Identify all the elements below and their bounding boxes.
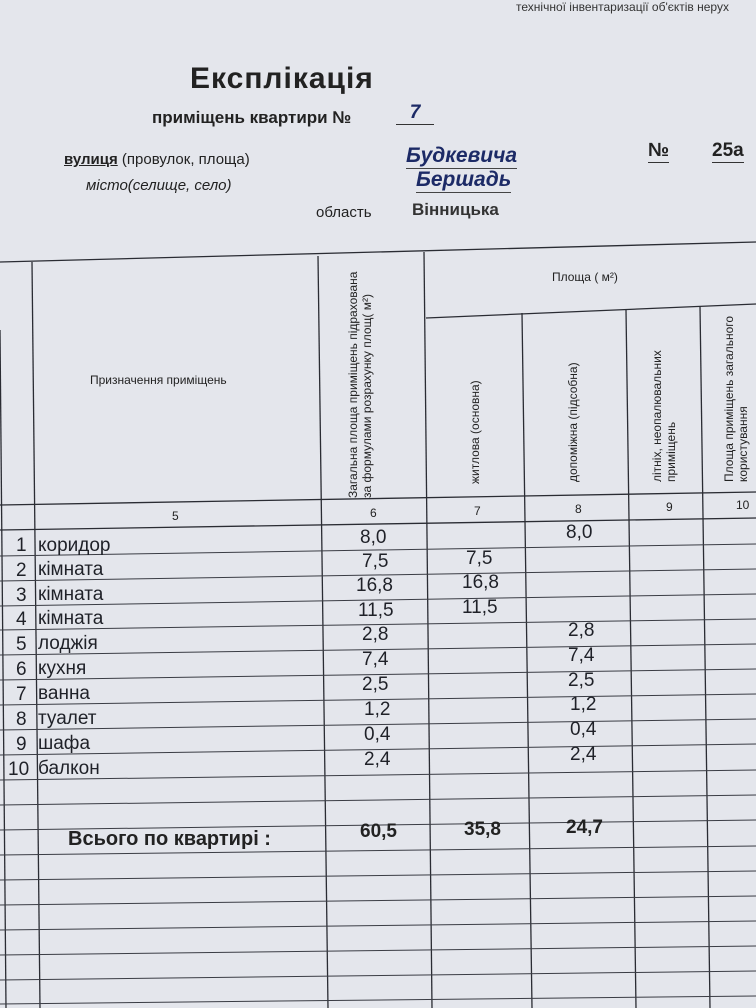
document-subtitle: приміщень квартири №: [152, 108, 352, 127]
col-common-header: Площа приміщень загального користування: [722, 315, 750, 482]
total-area: 2,8: [362, 624, 389, 645]
total-area: 7,4: [362, 649, 389, 670]
street-label-rest: (провулок, площа): [121, 151, 250, 168]
row-number: 3: [16, 585, 27, 606]
room-name: ванна: [38, 683, 90, 704]
total-area: 2,5: [362, 674, 389, 695]
col-number-9: 9: [666, 500, 673, 514]
row-number: 4: [16, 609, 27, 630]
row-number: 9: [16, 734, 27, 755]
total-area: 11,5: [358, 600, 394, 621]
house-number-sign: №: [648, 140, 670, 161]
auxiliary-area: 2,5: [568, 670, 595, 691]
col-total-header: Загальна площа приміщень підрахована за формулами розрахунку площ( м²): [346, 271, 374, 498]
col-purpose-header: Призначення приміщень: [90, 373, 227, 387]
col-auxiliary-header: допоміжна (підсобна): [566, 362, 580, 482]
row-number: 6: [16, 659, 27, 680]
city-value: Бершадь: [416, 168, 512, 191]
room-name: кімната: [38, 608, 104, 629]
living-area-sum: 35,8: [464, 819, 501, 840]
total-area-sum: 60,5: [360, 821, 397, 842]
total-area: 0,4: [364, 724, 391, 745]
living-area: 11,5: [462, 597, 498, 618]
auxiliary-area: 0,4: [570, 719, 597, 740]
living-area: 16,8: [462, 572, 499, 593]
row-number: 1: [16, 535, 27, 556]
auxiliary-area: 2,4: [570, 744, 597, 765]
room-name: лоджія: [38, 633, 98, 654]
row-number: 2: [16, 560, 27, 581]
col-number-8: 8: [575, 502, 582, 516]
col-area-group-header: Площа ( м²): [552, 270, 618, 284]
city-label: місто(селище, село): [86, 177, 232, 194]
col-summer-header: літніх, неопалювальних приміщень: [650, 350, 678, 482]
total-area: 2,4: [364, 749, 391, 770]
region-label: область: [316, 204, 372, 221]
living-area: 7,5: [466, 548, 493, 569]
row-number: 10: [8, 759, 30, 780]
house-number: 25а: [712, 140, 744, 161]
street-label-main: вулиця: [64, 151, 118, 168]
col-living-header: житлова (основна): [468, 380, 482, 484]
total-area: 1,2: [364, 699, 391, 720]
col-number-7: 7: [474, 504, 481, 518]
auxiliary-area: 1,2: [570, 694, 597, 715]
total-area: 7,5: [362, 551, 389, 572]
col-number-10: 10: [736, 498, 750, 512]
auxiliary-area: 7,4: [568, 645, 595, 666]
col-number-5: 5: [172, 509, 179, 523]
room-name: кімната: [38, 559, 104, 580]
row-number: 8: [16, 709, 27, 730]
room-name: коридор: [38, 535, 111, 556]
street-value: Будкевича: [406, 144, 518, 167]
document-title: Експлікація: [190, 62, 374, 95]
row-number: 7: [16, 684, 27, 705]
room-name: шафа: [38, 733, 91, 754]
row-number: 5: [16, 634, 27, 655]
room-name: кімната: [38, 584, 104, 605]
header-caption: технічної інвентаризації об'єктів нерух: [516, 0, 729, 14]
auxiliary-area-sum: 24,7: [566, 817, 603, 838]
apartment-number: 7: [396, 102, 434, 125]
room-name: балкон: [38, 758, 100, 779]
total-area: 16,8: [356, 575, 393, 596]
total-area: 8,0: [360, 527, 387, 548]
room-name: кухня: [38, 658, 87, 679]
total-label: Всього по квартирі :: [68, 828, 271, 850]
room-name: туалет: [38, 708, 97, 729]
region-value: Вінницька: [412, 200, 499, 219]
auxiliary-area: 2,8: [568, 620, 595, 641]
col-number-6: 6: [370, 506, 377, 520]
auxiliary-area: 8,0: [566, 522, 593, 543]
